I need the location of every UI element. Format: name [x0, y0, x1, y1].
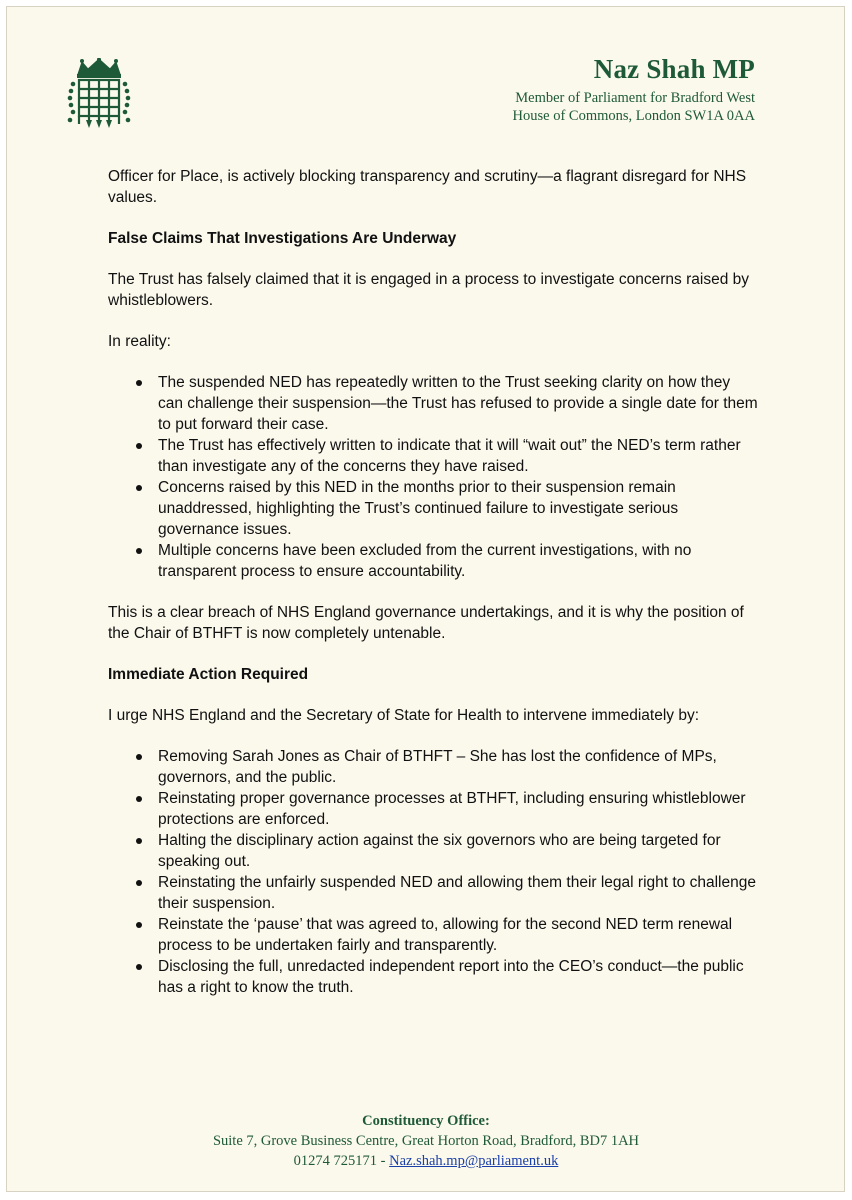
list-item-text: Concerns raised by this NED in the months prior to their suspension remain unaddressed, highlighting the Trust’s continued failure to investigate serious governance issues.	[158, 479, 679, 538]
list-item	[158, 788, 758, 830]
bullet-icon	[136, 838, 142, 844]
mp-name: Naz Shah MP	[593, 54, 755, 84]
bullet-icon	[136, 922, 142, 928]
list-item	[158, 914, 758, 956]
list-item-text: The Trust has effectively written to indicate that it will “wait out” the NED’s term rather than investigate any of the concerns they have raised.	[158, 437, 741, 475]
bullet-icon	[136, 796, 142, 802]
mp-address: House of Commons, London SW1A 0AA	[512, 108, 755, 124]
list-item	[158, 435, 758, 477]
bullet-icon	[136, 380, 142, 386]
false-claims-paragraph: The Trust has falsely claimed that it is engaged in a process to investigate concerns raised by whistleblowers.	[108, 271, 750, 309]
contact-line	[0, 1151, 852, 1171]
list-item-text: Removing Sarah Jones as Chair of BTHFT – She has lost the confidence of MPs, governors, and the public.	[158, 748, 717, 786]
heading-action-required: Immediate Action Required	[108, 666, 309, 683]
list-item	[158, 956, 758, 998]
portcullis-icon	[66, 58, 132, 130]
list-item-text: The suspended NED has repeatedly written to the Trust seeking clarity on how they can challenge their suspension—the Trust has refused to provide a single date for them to put forward their case.	[158, 374, 758, 433]
footer	[0, 1111, 852, 1171]
in-reality-paragraph: In reality:	[108, 333, 171, 350]
constituency-office-address: Suite 7, Grove Business Centre, Great Horton Road, Bradford, BD7 1AH	[212, 1133, 640, 1149]
action-bullet-list	[108, 746, 758, 998]
urge-paragraph: I urge NHS England and the Secretary of State for Health to intervene immediately by:	[108, 707, 700, 724]
list-item-text: Disclosing the full, unredacted independent report into the CEO’s conduct—the public has a right to know the truth.	[158, 958, 744, 996]
list-item	[158, 872, 758, 914]
bullet-icon	[136, 443, 142, 449]
list-item	[158, 540, 758, 582]
contact-separator: -	[377, 1153, 390, 1169]
letterhead	[513, 54, 755, 125]
letter-body	[108, 166, 758, 1018]
list-item	[158, 830, 758, 872]
list-item-text: Reinstating the unfairly suspended NED and allowing them their legal right to challenge their suspension.	[158, 874, 756, 912]
mp-role: Member of Parliament for Bradford West	[515, 90, 755, 106]
list-item	[158, 477, 758, 540]
bullet-icon	[136, 485, 142, 491]
bullet-icon	[136, 964, 142, 970]
heading-false-claims: False Claims That Investigations Are Underway	[108, 230, 457, 247]
list-item-text: Halting the disciplinary action against the six governors who are being targeted for speaking out.	[158, 832, 721, 870]
bullet-icon	[136, 880, 142, 886]
phone-number: 01274 725171	[293, 1153, 378, 1169]
constituency-office-title: Constituency Office:	[362, 1113, 490, 1129]
list-item-text: Multiple concerns have been excluded from the current investigations, with no transparent process to ensure accountability.	[158, 542, 692, 580]
breach-paragraph: This is a clear breach of NHS England governance undertakings, and it is why the position of the Chair of BTHFT is now completely untenable.	[108, 604, 744, 642]
bullet-icon	[136, 754, 142, 760]
list-item	[158, 372, 758, 435]
list-item	[158, 746, 758, 788]
opening-paragraph: Officer for Place, is actively blocking transparency and scrutiny—a flagrant disregard for NHS values.	[108, 168, 747, 206]
email-link[interactable]: Naz.shah.mp@parliament.uk	[389, 1153, 559, 1169]
bullet-icon	[136, 548, 142, 554]
list-item-text: Reinstate the ‘pause’ that was agreed to, allowing for the second NED term renewal process to be undertaken fairly and transparently.	[158, 916, 733, 954]
list-item-text: Reinstating proper governance processes at BTHFT, including ensuring whistleblower protections are enforced.	[158, 790, 746, 828]
reality-bullet-list	[108, 372, 758, 582]
